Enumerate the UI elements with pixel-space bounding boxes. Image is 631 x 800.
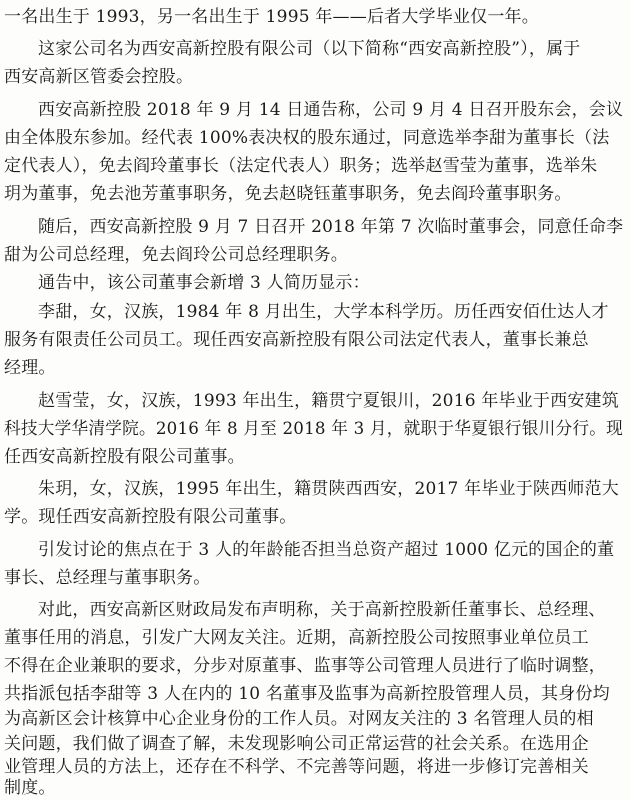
text-line: 关问题，我们做了调查了解，未发现影响公司正常运营的社会关系。在选用企 [4, 734, 589, 754]
text-line: 为高新区会计核算中心企业身份的工作人员。对网友关注的 3 名管理人员的相 [4, 709, 594, 729]
text-line: 西安高新控股 2018 年 9 月 14 日通告称，公司 9 月 4 日召开股东会，会议 [38, 100, 624, 120]
text-line: 共指派包括李甜等 3 人在内的 10 名董事及监事为高新控股管理人员，其身份均 [4, 684, 610, 704]
text-line: 定代表人），免去阎玲董事长（法定代表人）职务；选举赵雪莹为董事，选举朱 [4, 156, 598, 176]
text-line: 对此，西安高新区财政局发布声明称，关于高新控股新任董事长、总经理、 [38, 600, 606, 620]
text-line: 制度。 [4, 778, 56, 798]
text-line: 一名出生于 1993，另一名出生于 1995 年——后者大学毕业仅一年。 [4, 7, 539, 27]
text-line: 科技大学华清学院。2016 年 8 月至 2018 年 3 月，就职于华夏银行银川分行。现 [4, 419, 624, 439]
text-line: 玥为董事，免去池芳董事职务，免去赵晓钰董事职务，免去阎玲董事职务。 [4, 184, 572, 204]
text-line: 不得在企业兼职的要求，分步对原董事、监事等公司管理人员进行了临时调整， [4, 656, 606, 676]
text-line: 这家公司名为西安高新控股有限公司（以下简称“西安高新控股”），属于 [38, 39, 581, 59]
text-line: 朱玥，女，汉族，1995 年出生，籍贯陕西西安，2017 年毕业于陕西师范大 [38, 479, 619, 499]
text-line: 业管理人员的方法上，还存在不科学、不完善等问题，将进一步修订完善相关 [4, 757, 589, 777]
text-line: 引发讨论的焦点在于 3 人的年龄能否担当总资产超过 1000 亿元的国企的董 [38, 540, 615, 560]
text-line: 赵雪莹，女，汉族，1993 年出生，籍贯宁夏银川，2016 年毕业于西安建筑 [38, 391, 619, 411]
text-line: 任西安高新控股有限公司董事。 [4, 447, 245, 467]
text-line: 服务有限责任公司员工。现任西安高新控股有限公司法定代表人，董事长兼总 [4, 330, 589, 350]
text-line: 董事任用的消息，引发广大网友关注。近期，高新控股公司按照事业单位员工 [4, 628, 589, 648]
text-line: 学。现任西安高新控股有限公司董事。 [4, 507, 297, 527]
text-line: 经理。 [4, 358, 56, 378]
text-line: 李甜，女，汉族，1984 年 8 月出生，大学本科学历。历任西安佰仕达人才 [38, 302, 609, 322]
text-line: 事长、总经理与董事职务。 [4, 568, 211, 588]
text-line: 随后，西安高新控股 9 月 7 日召开 2018 年第 7 次临时董事会，同意任命李 [38, 217, 624, 237]
text-line: 由全体股东参加。经代表 100%表决权的股东通过，同意选举李甜为董事长（法 [4, 128, 610, 148]
text-line: 通告中，该公司董事会新增 3 人简历显示： [38, 273, 370, 293]
text-line: 西安高新区管委会控股。 [4, 67, 194, 87]
text-line: 甜为公司总经理，免去阎玲公司总经理职务。 [4, 245, 348, 265]
